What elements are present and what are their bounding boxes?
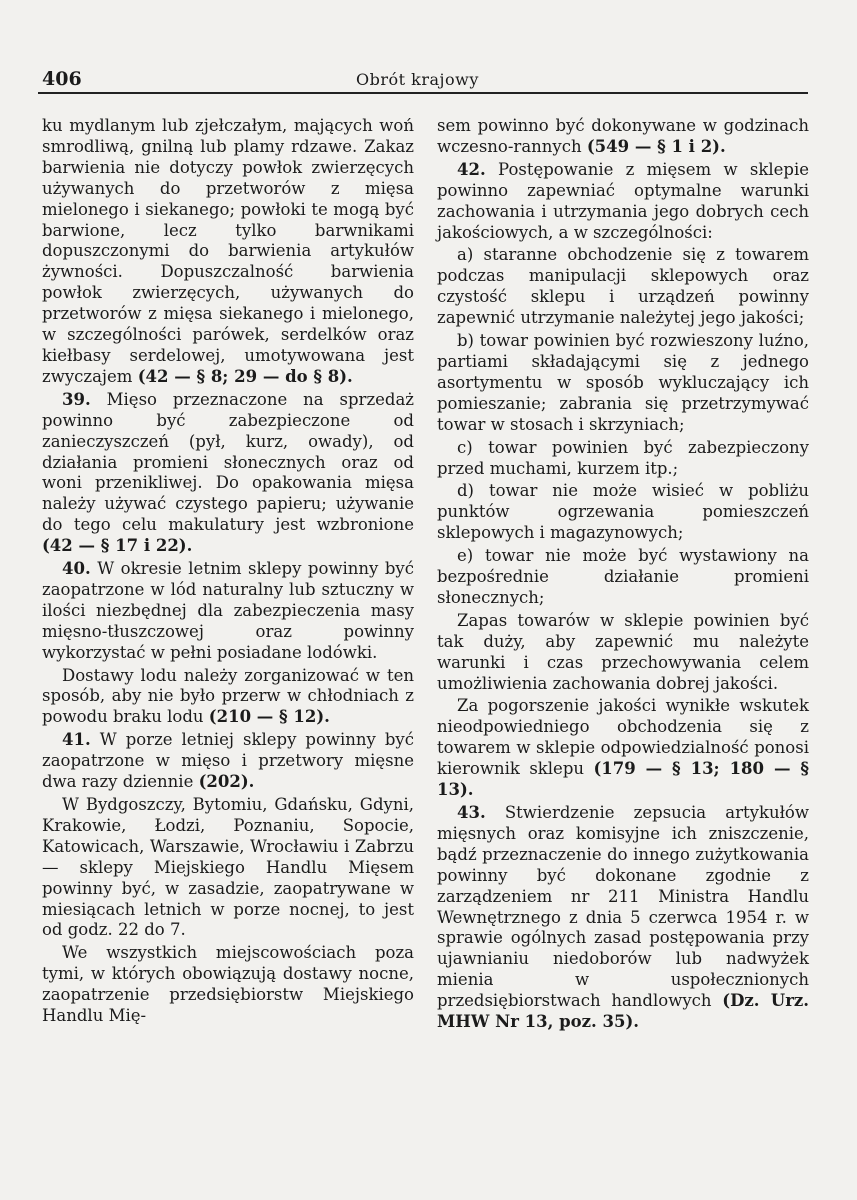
page-header: [38, 62, 808, 94]
list-item-d: d) towar nie może wisieć w pobliżu punktów ogrzewania pomieszczeń sklepowych i magazynowych;: [437, 481, 809, 543]
paragraph: W Bydgoszczy, Bytomiu, Gdańsku, Gdyni, Krakowie, Łodzi, Poznaniu, Sopocie, Katowicach, Warszawie, Wrocławiu i Zabrzu — sklepy Miejskiego Handlu Mięsem powinny być, w zasadzie, zaopatrywane w miesiącach letnich w porze nocnej, to jest od godz. 22 do 7.: [42, 795, 414, 940]
paragraph: Dostawy lodu należy zorganizować w ten sposób, aby nie było przerw w chłodniach z powodu braku lodu (210 — § 12).: [42, 665, 414, 727]
list-item-b: b) towar powinien być rozwieszony luźno, partiami składającymi się z jednego asortymentu w sposób wykluczający ich pomieszanie; zabrania się przetrzymywać towar w stosach i skrzyniach;: [437, 331, 809, 434]
list-item-c: c) towar powinien być zabezpieczony przed muchami, kurzem itp.;: [437, 437, 809, 478]
paragraph-41: 41. W porze letniej sklepy powinny być zaopatrzone w mięso i przetwory mięsne dwa razy dziennie (202).: [42, 730, 414, 792]
left-column: [42, 116, 414, 1029]
paragraph: Zapas towarów w sklepie powinien być tak duży, aby zapewnić mu należyte warunki i czas przechowywania celem umożliwienia zachowania dobrej jakości.: [437, 610, 809, 693]
page-number: 406: [42, 68, 82, 90]
paragraph: We wszystkich miejscowościach poza tymi, w których obowiązują dostawy nocne, zaopatrzenie przedsiębiorstw Miejskiego Handlu Mię-: [42, 943, 414, 1026]
paragraph: ku mydlanym lub zjełczałym, mających woń smrodliwą, gnilną lub plamy rdzawe. Zakaz barwienia nie dotyczy powłok zwierzęcych używanych do przetworów z mięsa mielonego i siekanego; powłoki te mogą być barwione, lecz tylko barwnikami dopuszczonymi do barwienia artykułów żywności. Dopuszczalność barwienia powłok zwierzęcych, używanych do przetworów z mięsa siekanego i mielonego, w szczególności parówek, serdelków oraz kiełbasy serdelowej, umotywowana jest zwyczajem (42 — § 8; 29 — do § 8).: [42, 116, 414, 386]
paragraph-39: 39. Mięso przeznaczone na sprzedaż powinno być zabezpieczone od zanieczyszczeń (pył, kurz, owady), od działania promieni słonecznych oraz od woni przenikliwej. Do opakowania mięsa należy używać czystego papieru; używanie do tego celu makulatury jest wzbronione (42 — § 17 i 22).: [42, 389, 414, 556]
paragraph-40: 40. W okresie letnim sklepy powinny być zaopatrzone w lód naturalny lub sztuczny w ilości niezbędnej dla zabezpieczenia masy mięsno-tłuszczowej oraz powinny wykorzystać w pełni posiadane lodówki.: [42, 559, 414, 662]
right-column: [437, 116, 809, 1035]
list-item-e: e) towar nie może być wystawiony na bezpośrednie działanie promieni słonecznych;: [437, 546, 809, 607]
paragraph: sem powinno być dokonywane w godzinach wczesno-rannych (549 — § 1 i 2).: [437, 116, 809, 156]
paragraph-42: 42. Postępowanie z mięsem w sklepie powinno zapewniać optymalne warunki zachowania i utrzymania jego dobrych cech jakościowych, a w szczególności:: [437, 159, 809, 242]
paragraph-43: 43. Stwierdzenie zepsucia artykułów mięsnych oraz komisyjne ich zniszczenie, bądź przeznaczenie do innego zużytkowania powinny być dokonane zgodnie z zarządzeniem nr 211 Ministra Handlu Wewnętrznego z dnia 5 czerwca 1954 r. w sprawie ogólnych zasad postępowania przy ujawnianiu niedoborów lub nadwyżek mienia w uspołecznionych przedsiębiorstwach handlowych (Dz. Urz. MHW Nr 13, poz. 35).: [437, 803, 809, 1032]
list-item-a: a) staranne obchodzenie się z towarem podczas manipulacji sklepowych oraz czystość sklepu i urządzeń powinny zapewnić utrzymanie należytej jego jakości;: [437, 245, 809, 328]
running-head: Obrót krajowy: [356, 70, 479, 89]
paragraph: Za pogorszenie jakości wynikłe wskutek nieodpowiedniego obchodzenia się z towarem w sklepie odpowiedzialność ponosi kierownik sklepu (179 — § 13; 180 — § 13).: [437, 696, 809, 800]
